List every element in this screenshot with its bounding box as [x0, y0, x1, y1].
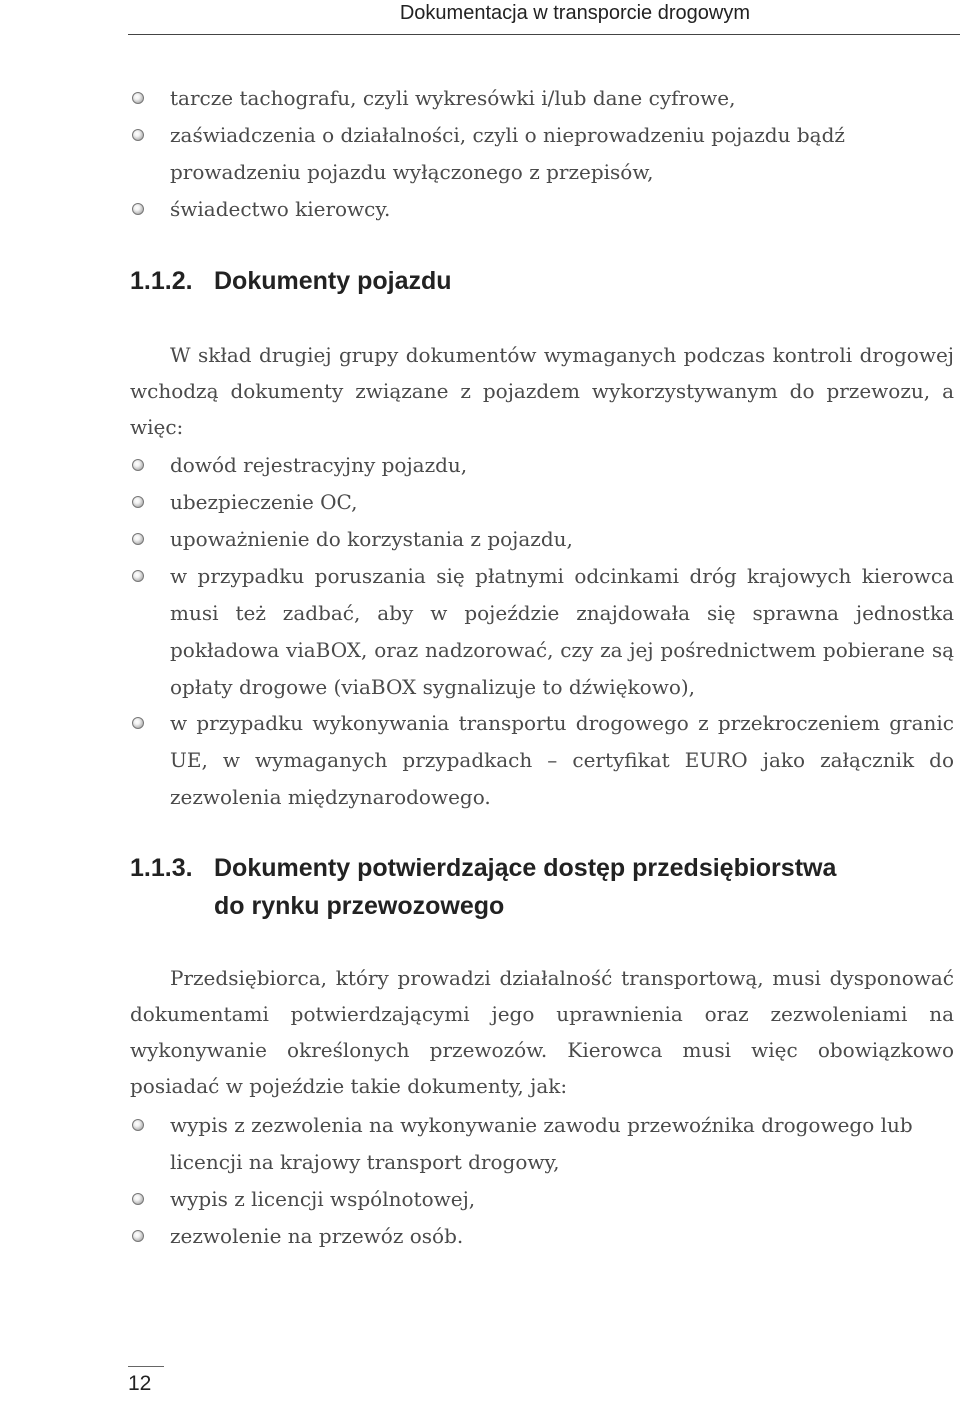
section-intro-text: Przedsiębiorca, który prowadzi działalność transportową, musi dysponować dokumentami potwierdzającymi jego uprawnienia oraz zezwoleniami na wykonywanie określonych przewozów. Kierowca musi więc obowiązkowo posiadać w pojeździe takie dokumenty, jak:	[130, 966, 954, 1098]
bullet-icon	[132, 1119, 144, 1131]
list-item-text: w przypadku poruszania się płatnymi odcinkami dróg krajowych kierowca musi też zadbać, aby w pojeździe znajdowała się sprawna jednostka pokładowa viaBOX, oraz nadzorować, czy za jej pośrednictwem pobierane są opłaty drogowe (viaBOX sygnalizuje to dźwiękowo),	[170, 564, 954, 699]
bullet-icon	[132, 1230, 144, 1242]
list-item	[170, 447, 954, 484]
list-item-text: świadectwo kierowcy.	[170, 197, 391, 221]
list-item-text: w przypadku wykonywania transportu drogowego z przekroczeniem granic UE, w wymaganych przypadkach – certyfikat EURO jako załącznik do zezwolenia międzynarodowego.	[170, 711, 954, 809]
bullet-icon	[132, 570, 144, 582]
bullet-icon	[132, 717, 144, 729]
list-item	[170, 521, 954, 558]
section-heading	[130, 262, 452, 300]
list-item	[170, 1107, 954, 1181]
list-item-text: wypis z licencji wspólnotowej,	[170, 1187, 476, 1211]
list-item-text: ubezpieczenie OC,	[170, 490, 358, 514]
list-item	[170, 1218, 954, 1255]
list-item-text: zezwolenie na przewóz osób.	[170, 1224, 464, 1248]
list-item-text: dowód rejestracyjny pojazdu,	[170, 453, 468, 477]
section-number: 1.1.3.	[130, 854, 193, 882]
list-item	[170, 117, 954, 191]
list-item	[170, 484, 954, 521]
section-intro-text: W skład drugiej grupy dokumentów wymaganych podczas kontroli drogowej wchodzą dokumenty związane z pojazdem wykorzystywanym do przewozu, a więc:	[130, 343, 954, 439]
section-intro	[130, 960, 954, 1104]
list-item	[170, 558, 954, 706]
bullet-icon	[132, 459, 144, 471]
section-title: Dokumenty potwierdzające dostęp przedsiębiorstwa	[214, 854, 837, 882]
list-item	[170, 191, 954, 228]
section-intro	[130, 337, 954, 445]
list-item	[170, 705, 954, 816]
list-item-text: upoważnienie do korzystania z pojazdu,	[170, 527, 573, 551]
list-item	[170, 80, 954, 117]
section-title: Dokumenty pojazdu	[214, 267, 452, 295]
bullet-icon	[132, 129, 144, 141]
list-item-text: wypis z zezwolenia na wykonywanie zawodu przewoźnika drogowego lub licencji na krajowy transport drogowy,	[170, 1113, 913, 1174]
running-header	[128, 0, 960, 35]
footer-rule	[128, 1366, 164, 1367]
bullet-icon	[132, 203, 144, 215]
list-item	[170, 1181, 954, 1218]
page-number: 12	[128, 1372, 152, 1395]
bullet-icon	[132, 496, 144, 508]
list-item-text: zaświadczenia o działalności, czyli o nieprowadzeniu pojazdu bądź prowadzeniu pojazdu wyłączonego z przepisów,	[170, 123, 845, 184]
section-title-continuation: do rynku przewozowego	[214, 892, 505, 920]
bullet-icon	[132, 1193, 144, 1205]
bullet-icon	[132, 92, 144, 104]
section-number: 1.1.2.	[130, 267, 193, 295]
section-heading	[130, 849, 836, 925]
running-header-title: Dokumentacja w transporcie drogowym	[399, 2, 750, 24]
bullet-icon	[132, 533, 144, 545]
list-item-text: tarcze tachografu, czyli wykresówki i/lub dane cyfrowe,	[170, 86, 736, 110]
